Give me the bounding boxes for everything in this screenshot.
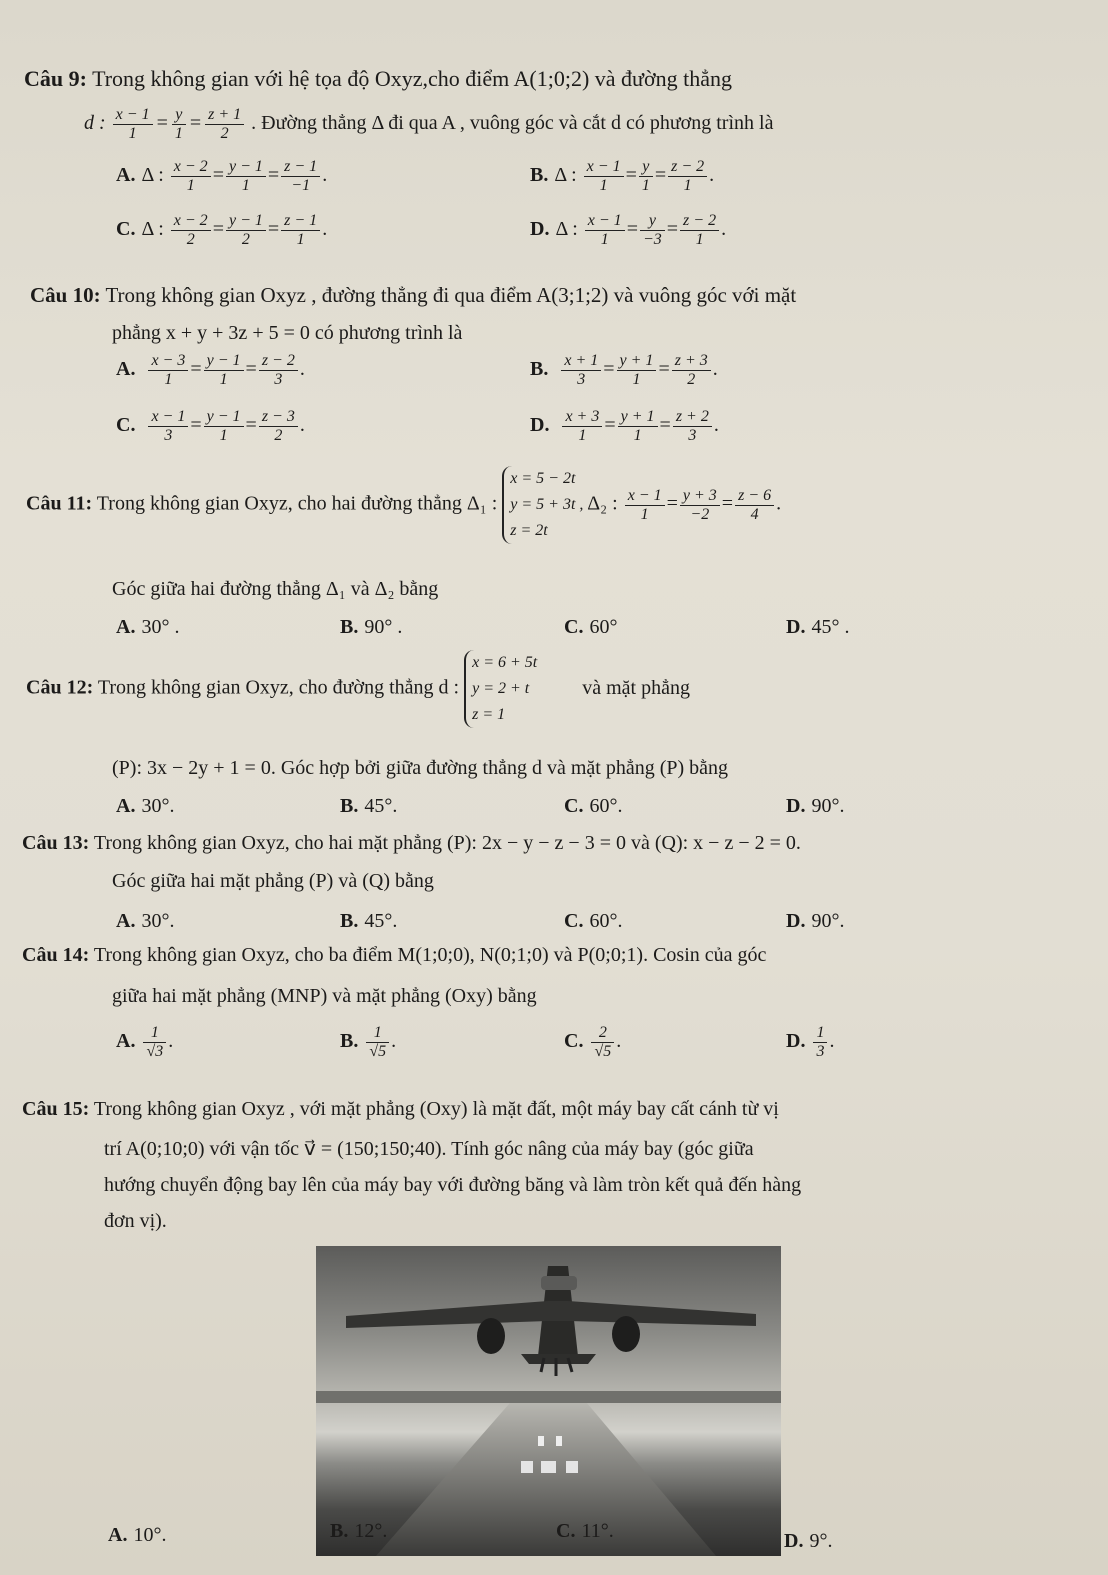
airplane-icon (316, 1246, 781, 1556)
q11-text2: Góc giữa hai đường thẳng Δ₁ và Δ₂ bằng (112, 578, 439, 600)
q10-label: Câu 10: (30, 283, 101, 307)
q14-option-d[interactable]: D. $\frac{1}{3}$ . (786, 1024, 835, 1060)
q13-text2: Góc giữa hai mặt phẳng (P) và (Q) bằng (112, 870, 434, 892)
q9-option-d[interactable]: D. Δ : $\frac{x - 1}{1}$ = $\frac{y}{-3}$ = $\frac{z - 2}{1}$ . (530, 212, 727, 248)
q9-option-b[interactable]: B. Δ : $\frac{x - 1}{1}$ = $\frac{y}{1}$ = $\frac{z - 2}{1}$ . (530, 158, 715, 194)
q9-text2: . Đường thẳng Δ đi qua A , vuông góc và cắt d có phương trình là (251, 112, 774, 135)
q9-line2: d : $\frac{x - 1}{1}$ = $\frac{y}{1}$ = $\frac{z + 1}{2}$ . Đường thẳng Δ đi qua A , vuông góc và cắt d có phương trình là (84, 106, 774, 142)
q9-label: Câu 9: (24, 66, 87, 91)
q11-line1: Câu 11: Trong không gian Oxyz, cho hai đường thẳng Δ₁ : x = 5 − 2t y = 5 + 3t , z = 2t Δ₂ : $\frac{x - 1}{1}$ = $\frac{y + 3}{-2}$ = $\frac{z - 6}{4}$ . (26, 466, 781, 544)
q11-label: Câu 11: (26, 492, 93, 515)
q11-option-a[interactable]: A. 30° . (116, 616, 180, 638)
q9-d-frac: $\frac{y}{1}$ (172, 106, 186, 143)
q15-text3: hướng chuyển động bay lên của máy bay với đường băng và làm tròn kết quả đến hàng (104, 1174, 802, 1196)
q15-option-d[interactable]: D. 9°. (784, 1530, 833, 1552)
q14-label: Câu 14: (22, 944, 90, 966)
q15-option-a[interactable]: A. 10°. (108, 1524, 167, 1546)
q15-option-c[interactable]: C. 11°. (556, 1520, 614, 1542)
q12-option-b[interactable]: B. 45°. (340, 795, 398, 817)
q14-option-c[interactable]: C. $\frac{2}{√5}$ . (564, 1024, 622, 1060)
q13-option-c[interactable]: C. 60°. (564, 910, 623, 932)
q9-option-a[interactable]: A. Δ : $\frac{x - 2}{1}$ = $\frac{y - 1}{1}$ = $\frac{z - 1}{-1}$ . (116, 158, 328, 194)
q13-option-b[interactable]: B. 45°. (340, 910, 398, 932)
q10-option-c[interactable]: C. $\frac{x - 1}{3}$ = $\frac{y - 1}{1}$ = $\frac{z - 3}{2}$ . (116, 408, 305, 444)
q14-option-a[interactable]: A. $\frac{1}{√3}$ . (116, 1024, 174, 1060)
q14-line1 (22, 944, 766, 967)
q13-option-d[interactable]: D. 90°. (786, 910, 845, 932)
q12-option-c[interactable]: C. 60°. (564, 795, 623, 817)
q9-line1 (24, 66, 732, 92)
q15-text4: đơn vị). (104, 1210, 167, 1232)
q12-text1b: và mặt phẳng (582, 676, 690, 699)
q12-text1: Trong không gian Oxyz, cho đường thẳng d : (97, 676, 460, 699)
q14-text1: Trong không gian Oxyz, cho ba điểm M(1;0;0), N(0;1;0) và P(0;0;1). Cosin của góc (93, 944, 767, 966)
q9-d-frac: $\frac{x - 1}{1}$ (113, 106, 153, 143)
q11-delta1-system: x = 5 − 2t y = 5 + 3t , z = 2t (502, 466, 583, 544)
q15-text2: trí A(0;10;0) với vận tốc v⃗ = (150;150;40). Tính góc nâng của máy bay (góc giữa (104, 1138, 754, 1160)
q12-d-system: x = 6 + 5t y = 2 + t z = 1 (464, 650, 537, 728)
q11-text1: Trong không gian Oxyz, cho hai đường thẳng Δ₁ : (96, 492, 498, 515)
q15-option-b[interactable]: B. 12°. (330, 1520, 388, 1542)
q13-option-a[interactable]: A. 30°. (116, 910, 175, 932)
q15-label: Câu 15: (22, 1098, 90, 1120)
q13-label: Câu 13: (22, 832, 90, 854)
q14-option-b[interactable]: B. $\frac{1}{√5}$ . (340, 1024, 397, 1060)
q15-line1 (22, 1098, 779, 1121)
q11-option-c[interactable]: C. 60° (564, 616, 618, 638)
q11-delta2-prefix: Δ₂ : (587, 492, 618, 515)
q9-option-c[interactable]: C. Δ : $\frac{x - 2}{2}$ = $\frac{y - 1}{2}$ = $\frac{z - 1}{1}$ . (116, 212, 328, 248)
q12-label: Câu 12: (26, 676, 94, 699)
q12-line1 (26, 650, 690, 728)
q10-option-a[interactable]: A. $\frac{x - 3}{1}$ = $\frac{y - 1}{1}$ = $\frac{z - 2}{3}$ . (116, 352, 305, 388)
q14-text2: giữa hai mặt phẳng (MNP) và mặt phẳng (Oxy) bằng (112, 985, 537, 1007)
q10-text1: Trong không gian Oxyz , đường thẳng đi qua điểm A(3;1;2) và vuông góc với mặt (105, 283, 797, 307)
q12-option-a[interactable]: A. 30°. (116, 795, 175, 817)
q9-d-prefix: d : (84, 112, 106, 135)
q13-line1 (22, 832, 801, 855)
q10-option-b[interactable]: B. $\frac{x + 1}{3}$ = $\frac{y + 1}{1}$ = $\frac{z + 3}{2}$ . (530, 352, 718, 388)
q11-option-d[interactable]: D. 45° . (786, 616, 850, 638)
q11-option-b[interactable]: B. 90° . (340, 616, 403, 638)
q13-text1: Trong không gian Oxyz, cho hai mặt phẳng (P): 2x − y − z − 3 = 0 và (Q): x − z − 2 = 0. (93, 832, 801, 854)
q10-option-d[interactable]: D. $\frac{x + 3}{1}$ = $\frac{y + 1}{1}$ = $\frac{z + 2}{3}$ . (530, 408, 719, 444)
q12-option-d[interactable]: D. 90°. (786, 795, 845, 817)
q15-text1: Trong không gian Oxyz , với mặt phẳng (Oxy) là mặt đất, một máy bay cất cánh từ vị (93, 1098, 779, 1120)
q10-line1 (30, 283, 796, 308)
airplane-takeoff-photo (316, 1246, 781, 1556)
q12-text2: (P): 3x − 2y + 1 = 0. Góc hợp bởi giữa đường thẳng d và mặt phẳng (P) bằng (112, 757, 729, 779)
q10-text2: phẳng x + y + 3z + 5 = 0 có phương trình là (112, 322, 463, 344)
q9-d-frac: $\frac{z + 1}{2}$ (205, 106, 244, 143)
q9-text1: Trong không gian với hệ tọa độ Oxyz,cho điểm A(1;0;2) và đường thẳng (92, 66, 732, 91)
